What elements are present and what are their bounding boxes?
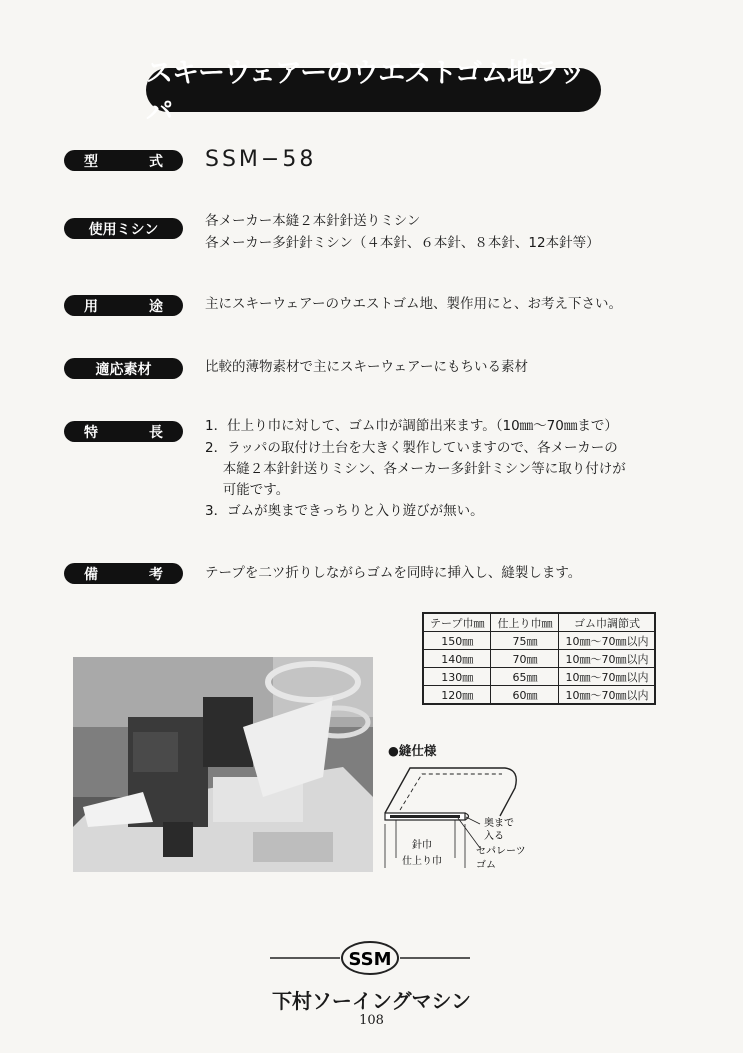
stitch-spec-title: ●縫仕様 — [388, 743, 437, 758]
table-header: 仕上り巾㎜ — [491, 613, 559, 632]
label-features: 特 長 — [64, 421, 183, 442]
table-row — [423, 632, 655, 650]
notes-value: テープを二ツ折りしながらゴムを同時に挿入し、縫製します。 — [205, 565, 582, 581]
table-cell: 10㎜〜70㎜以内 — [559, 632, 656, 650]
table-cell: 10㎜〜70㎜以内 — [559, 686, 656, 705]
feature-line-4: 可能です。 — [205, 482, 290, 498]
label-enter: 入る — [484, 831, 504, 842]
ssm-logo — [270, 938, 470, 978]
adjustment-table — [422, 612, 656, 705]
machine-photo-illustration — [73, 657, 373, 872]
logo-text: SSM — [348, 949, 392, 970]
feature-line-2: 2．ラッパの取付け土台を大きく製作していますので、各メーカーの — [205, 440, 618, 456]
feature-line-1: 1．仕上り巾に対して、ゴム巾が調節出来ます。（10㎜〜70㎜まで） — [205, 418, 618, 434]
usage-value: 主にスキーウェアーのウエストゴム地、製作用にと、お考え下さい。 — [205, 296, 623, 312]
table-cell: 140㎜ — [423, 650, 491, 668]
label-usage: 用 途 — [64, 295, 183, 316]
machine-line-1: 各メーカー本縫２本針針送りミシン — [205, 213, 421, 229]
stitch-diagram — [380, 758, 540, 878]
company-name: 下村ソーイングマシン — [271, 989, 472, 1013]
table-cell: 10㎜〜70㎜以内 — [559, 668, 656, 686]
feature-line-5: 3．ゴムが奥まできっちりと入り遊びが無い。 — [205, 503, 484, 519]
table-cell: 150㎜ — [423, 632, 491, 650]
table-row — [423, 650, 655, 668]
table-cell: 130㎜ — [423, 668, 491, 686]
material-value: 比較的薄物素材で主にスキーウェアーにもちいる素材 — [205, 359, 529, 375]
table-cell: 60㎜ — [491, 686, 559, 705]
table-row — [423, 686, 655, 705]
machine-line-2: 各メーカー多針針ミシン（４本針、６本針、８本針、12本針等） — [205, 235, 600, 251]
table-cell: 120㎜ — [423, 686, 491, 705]
table-cell: 10㎜〜70㎜以内 — [559, 650, 656, 668]
machine-photo — [73, 657, 373, 872]
label-deep: 奥まで — [484, 818, 514, 829]
page-title: スキーウェアーのウエストゴム地ラッパ — [146, 68, 601, 112]
label-separate: セパレーツ — [476, 846, 526, 857]
label-finish-width: 仕上り巾 — [402, 856, 442, 867]
table-header-row — [423, 613, 655, 632]
label-needle-width: 針巾 — [412, 840, 432, 851]
label-model: 型 式 — [64, 150, 183, 171]
label-machine: 使用ミシン — [64, 218, 183, 239]
table-header: ゴム巾調節式 — [559, 613, 656, 632]
label-material: 適応素材 — [64, 358, 183, 379]
table-cell: 65㎜ — [491, 668, 559, 686]
table-row — [423, 668, 655, 686]
model-value: SSM−58 — [205, 147, 317, 172]
table-header: テープ巾㎜ — [423, 613, 491, 632]
table-cell: 70㎜ — [491, 650, 559, 668]
label-rubber: ゴム — [476, 860, 496, 871]
label-notes: 備 考 — [64, 563, 183, 584]
page-number: 108 — [359, 1013, 384, 1028]
feature-line-3: 本縫２本針針送りミシン、各メーカー多針針ミシン等に取り付けが — [205, 461, 626, 477]
table-cell: 75㎜ — [491, 632, 559, 650]
